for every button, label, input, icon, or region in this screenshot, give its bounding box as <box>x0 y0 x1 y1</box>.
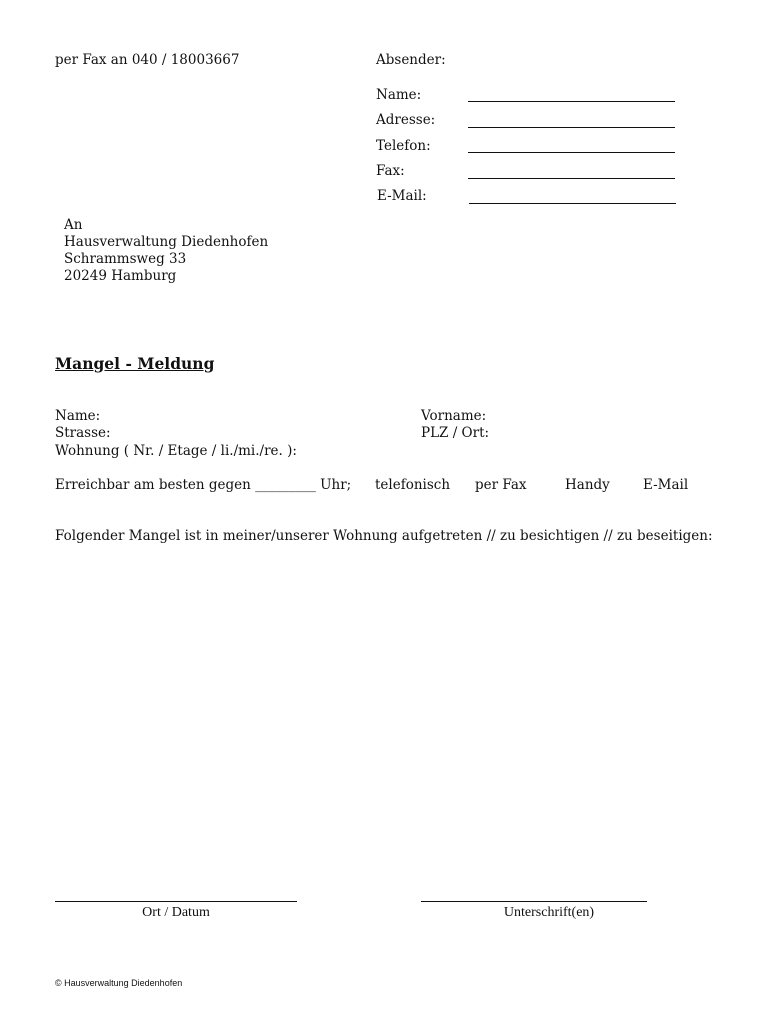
sender-email-field[interactable] <box>469 203 676 204</box>
reachability-label: Erreichbar am besten gegen _________ Uhr; <box>55 477 352 493</box>
sender-phone-label: Telefon: <box>376 138 431 154</box>
tenant-firstname-label: Vorname: <box>421 408 487 424</box>
contact-option-phone: telefonisch <box>375 477 451 493</box>
sender-name-field[interactable] <box>468 101 675 102</box>
recipient-line: 20249 Hamburg <box>64 268 177 284</box>
place-date-line[interactable] <box>55 901 297 902</box>
sender-email-label: E-Mail: <box>377 188 427 204</box>
sender-heading: Absender: <box>376 52 446 68</box>
sender-phone-field[interactable] <box>468 152 675 153</box>
recipient-line: An <box>64 217 83 233</box>
document-title: Mangel - Meldung <box>55 354 215 373</box>
copyright-footer: © Hausverwaltung Diedenhofen <box>55 978 183 988</box>
contact-option-fax: per Fax <box>475 477 527 493</box>
sender-name-label: Name: <box>376 87 422 103</box>
contact-option-mobile: Handy <box>565 477 610 493</box>
recipient-line: Hausverwaltung Diedenhofen <box>64 234 269 250</box>
defect-statement: Folgender Mangel ist in meiner/unserer Wohnung aufgetreten // zu besichtigen // zu beseitigen: <box>55 528 713 544</box>
sender-fax-field[interactable] <box>468 178 675 179</box>
tenant-zip-city-label: PLZ / Ort: <box>421 425 490 441</box>
fax-number-line: per Fax an 040 / 18003667 <box>55 52 240 68</box>
tenant-apartment-label: Wohnung ( Nr. / Etage / li./mi./re. ): <box>55 443 297 459</box>
tenant-name-label: Name: <box>55 408 101 424</box>
sender-fax-label: Fax: <box>376 163 405 179</box>
tenant-street-label: Strasse: <box>55 425 111 441</box>
signature-line[interactable] <box>421 901 647 902</box>
contact-option-email: E-Mail <box>643 477 689 493</box>
place-date-label: Ort / Datum <box>142 905 210 920</box>
sender-address-label: Adresse: <box>376 112 436 128</box>
recipient-line: Schrammsweg 33 <box>64 251 187 267</box>
sender-address-field[interactable] <box>468 127 675 128</box>
signature-label: Unterschrift(en) <box>503 905 595 920</box>
